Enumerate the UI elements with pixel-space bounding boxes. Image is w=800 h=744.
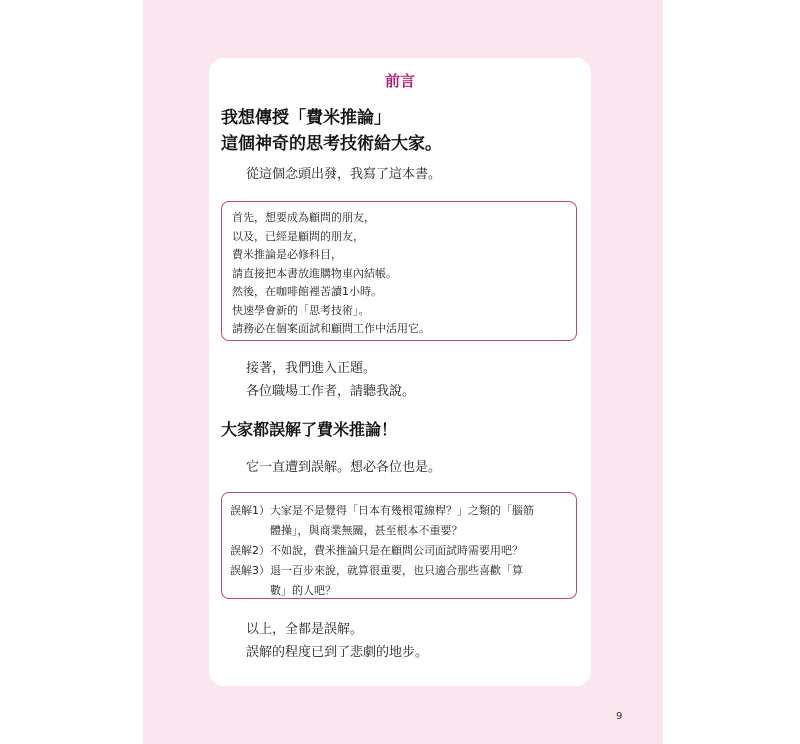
page-number: 9 <box>616 711 623 722</box>
transition-line-2: 各位職場工作者，請聽我說。 <box>246 384 416 399</box>
recommendation-box <box>221 201 577 341</box>
closing-line-2: 誤解的程度已到了悲劇的地步。 <box>246 645 429 660</box>
misconception-text: 退一百步來說，就算很重要，也只適合那些喜歡「算 <box>270 564 523 577</box>
misconception-3 <box>230 561 568 581</box>
headline-line-1: 我想傳授「費米推論」 <box>221 108 391 128</box>
box-line: 然後，在咖啡館裡苦讀1小時。 <box>232 285 382 298</box>
intro-text: 從這個念頭出發，我寫了這本書。 <box>246 167 442 182</box>
section-title: 大家都誤解了費米推論！ <box>221 420 398 439</box>
box-line: 費米推論是必修科目， <box>232 248 342 261</box>
misconception-text: 大家是不是覺得「日本有幾根電線桿？」之類的「腦筋 <box>270 504 534 517</box>
misconception-label: 誤解2） <box>230 544 270 557</box>
transition-line-1: 接著，我們進入正題。 <box>246 361 377 376</box>
box-line: 請務必在個案面試和顧問工作中活用它。 <box>232 322 430 335</box>
section-intro: 它一直遭到誤解。想必各位也是。 <box>246 460 442 475</box>
chapter-title: 前言 <box>384 72 415 90</box>
headline <box>221 105 581 157</box>
misconception-2 <box>230 541 568 561</box>
misconception-text: 不如說，費米推論只是在顧問公司面試時需要用吧？ <box>270 544 523 557</box>
misconception-1 <box>230 501 568 521</box>
content-card <box>209 58 591 686</box>
closing-line-1: 以上，全都是誤解。 <box>246 622 364 637</box>
misconception-text-cont: 體操」，與商業無關，甚至根本不重要？ <box>270 524 463 537</box>
box-line: 請直接把本書放進購物車內結帳。 <box>232 266 397 280</box>
misconception-label: 誤解1） <box>230 504 270 517</box>
book-page <box>143 0 663 744</box>
misconceptions-box <box>221 492 577 599</box>
misconception-text-cont: 數」的人吧？ <box>270 584 336 597</box>
box-line: 快速學會新的「思考技術」。 <box>232 303 370 317</box>
box-line: 首先，想要成為顧問的朋友， <box>232 211 375 224</box>
box-line: 以及，已經是顧問的朋友， <box>232 229 364 243</box>
headline-line-2: 這個神奇的思考技術給大家。 <box>221 134 442 154</box>
misconception-label: 誤解3） <box>230 564 270 577</box>
